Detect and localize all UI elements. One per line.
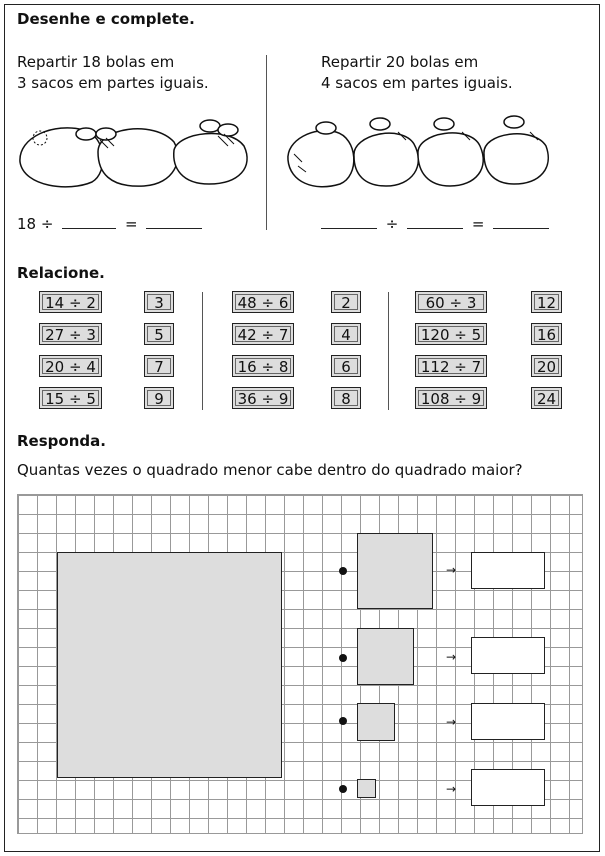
left-equals-sign: = bbox=[125, 215, 138, 233]
expression-box[interactable]: 36 ÷ 9 bbox=[232, 387, 294, 409]
left-equation bbox=[17, 214, 202, 235]
bullet-dot bbox=[339, 654, 347, 662]
expression-box[interactable]: 27 ÷ 3 bbox=[39, 323, 102, 345]
arrow-right-icon: → bbox=[446, 782, 457, 796]
right-equals-sign: = bbox=[471, 215, 485, 233]
result-box[interactable]: 20 bbox=[531, 355, 562, 377]
left-problem-line2: 3 sacos em partes iguais. bbox=[17, 74, 209, 92]
section-heading-draw-complete: Desenhe e complete. bbox=[17, 10, 195, 28]
expression-box[interactable]: 14 ÷ 2 bbox=[39, 291, 102, 313]
right-equation bbox=[321, 214, 549, 235]
right-blank-result[interactable] bbox=[493, 214, 549, 229]
question-text: Quantas vezes o quadrado menor cabe dentro do quadrado maior? bbox=[17, 461, 523, 479]
right-problem-text bbox=[321, 52, 513, 94]
left-equation-start: 18 ÷ bbox=[17, 215, 54, 233]
sacks-right-group bbox=[284, 110, 554, 192]
section-heading-match: Relacione. bbox=[17, 264, 105, 282]
right-blank-divisor[interactable] bbox=[407, 214, 463, 229]
answer-box[interactable] bbox=[471, 552, 545, 589]
expression-box[interactable]: 48 ÷ 6 bbox=[232, 291, 294, 313]
small-square-4x4 bbox=[357, 533, 433, 609]
sacks-left-group bbox=[14, 112, 254, 192]
answer-box[interactable] bbox=[471, 637, 545, 674]
expression-box[interactable]: 120 ÷ 5 bbox=[415, 323, 487, 345]
result-box[interactable]: 8 bbox=[331, 387, 361, 409]
expression-box[interactable]: 42 ÷ 7 bbox=[232, 323, 294, 345]
group-divider-1 bbox=[202, 292, 203, 410]
small-square-1x1 bbox=[357, 779, 376, 798]
expression-box[interactable]: 16 ÷ 8 bbox=[232, 355, 294, 377]
result-box[interactable]: 7 bbox=[144, 355, 174, 377]
arrow-right-icon: → bbox=[446, 715, 457, 729]
bullet-dot bbox=[339, 717, 347, 725]
arrow-right-icon: → bbox=[446, 563, 457, 577]
result-box[interactable]: 5 bbox=[144, 323, 174, 345]
right-problem-line1: Repartir 20 bolas em bbox=[321, 53, 479, 71]
right-divide-sign: ÷ bbox=[385, 215, 399, 233]
result-box[interactable]: 4 bbox=[331, 323, 361, 345]
answer-box[interactable] bbox=[471, 703, 545, 740]
expression-box[interactable]: 20 ÷ 4 bbox=[39, 355, 102, 377]
expression-box[interactable]: 112 ÷ 7 bbox=[415, 355, 487, 377]
large-square bbox=[57, 552, 282, 778]
result-box[interactable]: 2 bbox=[331, 291, 361, 313]
left-blank-result[interactable] bbox=[146, 214, 202, 229]
left-problem-text bbox=[17, 52, 209, 94]
expression-box[interactable]: 60 ÷ 3 bbox=[415, 291, 487, 313]
small-square-3x3 bbox=[357, 628, 414, 685]
result-box[interactable]: 16 bbox=[531, 323, 562, 345]
result-box[interactable]: 3 bbox=[144, 291, 174, 313]
result-box[interactable]: 12 bbox=[531, 291, 562, 313]
bullet-dot bbox=[339, 785, 347, 793]
result-box[interactable]: 6 bbox=[331, 355, 361, 377]
section-divider bbox=[266, 55, 267, 230]
section-heading-answer: Responda. bbox=[17, 432, 106, 450]
right-blank-dividend[interactable] bbox=[321, 214, 377, 229]
left-problem-line1: Repartir 18 bolas em bbox=[17, 53, 175, 71]
sack-icon bbox=[14, 112, 254, 192]
result-box[interactable]: 24 bbox=[531, 387, 562, 409]
right-problem-line2: 4 sacos em partes iguais. bbox=[321, 74, 513, 92]
small-square-2x2 bbox=[357, 703, 395, 741]
expression-box[interactable]: 15 ÷ 5 bbox=[39, 387, 102, 409]
answer-box[interactable] bbox=[471, 769, 545, 806]
sack-icon bbox=[284, 110, 554, 192]
bullet-dot bbox=[339, 567, 347, 575]
result-box[interactable]: 9 bbox=[144, 387, 174, 409]
expression-box[interactable]: 108 ÷ 9 bbox=[415, 387, 487, 409]
arrow-right-icon: → bbox=[446, 650, 457, 664]
left-blank-divisor[interactable] bbox=[62, 214, 116, 229]
group-divider-2 bbox=[388, 292, 389, 410]
